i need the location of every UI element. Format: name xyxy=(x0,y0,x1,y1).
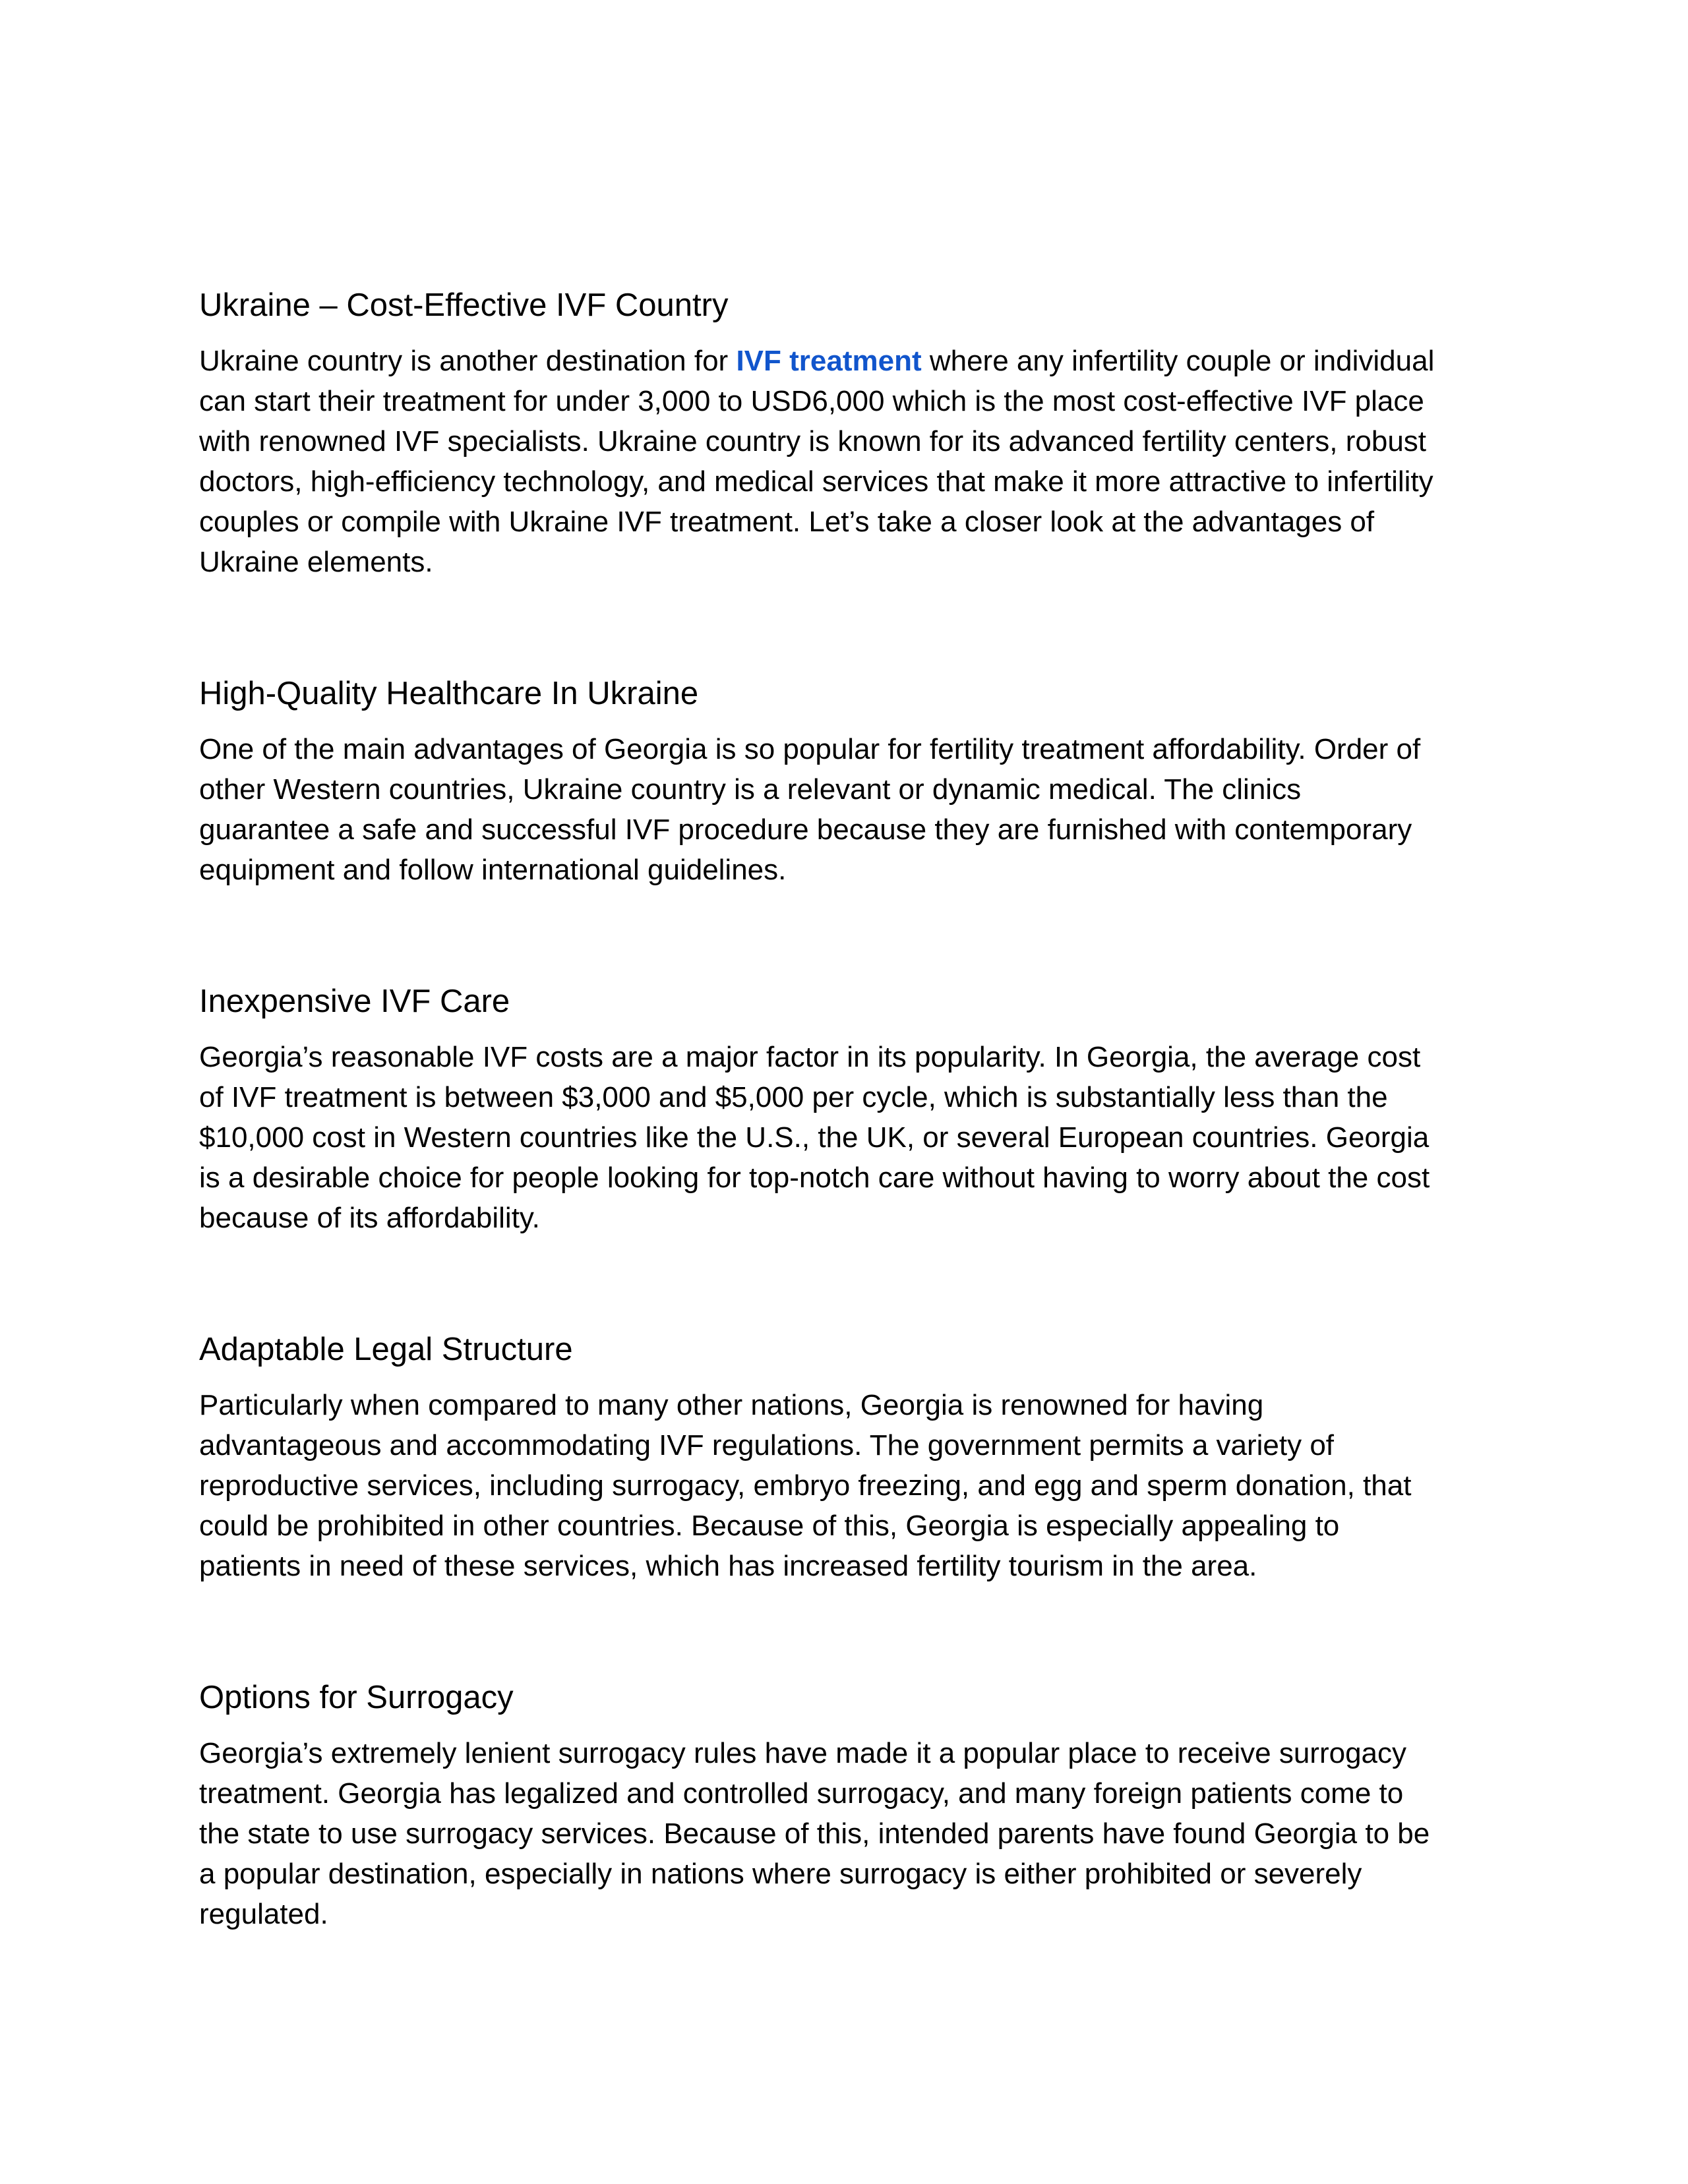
text-line xyxy=(199,341,1518,381)
text-line: could be prohibited in other countries. Because of this, Georgia is especially appealing to xyxy=(199,1510,1340,1542)
text-line: Particularly when compared to many other nations, Georgia is renowned for having xyxy=(199,1389,1264,1421)
section-body xyxy=(199,729,1518,890)
text-line: couples or compile with Ukraine IVF treatment. Let’s take a closer look at the advantages of xyxy=(199,506,1375,538)
text-line: of IVF treatment is between $3,000 and $5,000 per cycle, which is substantially less than the xyxy=(199,1081,1388,1113)
section-heading: Options for Surrogacy xyxy=(199,1680,514,1715)
text-line: guarantee a safe and successful IVF procedure because they are furnished with contemporary xyxy=(199,813,1412,846)
text-line: Ukraine elements. xyxy=(199,546,433,578)
text-line: other Western countries, Ukraine country is a relevant or dynamic medical. The clinics xyxy=(199,773,1302,806)
text-line: equipment and follow international guidelines. xyxy=(199,854,787,886)
section-body xyxy=(199,1037,1518,1238)
text-line: because of its affordability. xyxy=(199,1202,540,1234)
section-body xyxy=(199,1385,1518,1586)
text-line: One of the main advantages of Georgia is so popular for fertility treatment affordability. Order of xyxy=(199,733,1421,765)
text-line: advantageous and accommodating IVF regulations. The government permits a variety of xyxy=(199,1429,1335,1461)
text-run: Ukraine country is another destination for xyxy=(199,345,737,377)
section-adaptable-legal-structure xyxy=(199,1330,1518,1586)
section-options-for-surrogacy xyxy=(199,1678,1518,1934)
section-heading: Ukraine – Cost-Effective IVF Country xyxy=(199,287,729,323)
text-line: Georgia’s reasonable IVF costs are a major factor in its popularity. In Georgia, the average cost xyxy=(199,1041,1421,1073)
text-line: regulated. xyxy=(199,1898,328,1930)
document-page xyxy=(199,285,1518,1934)
text-line: can start their treatment for under 3,000 to USD6,000 which is the most cost-effective IVF place xyxy=(199,385,1424,417)
text-line: doctors, high-efficiency technology, and medical services that make it more attractive to infertility xyxy=(199,465,1433,498)
text-line: Georgia’s extremely lenient surrogacy rules have made it a popular place to receive surrogacy xyxy=(199,1737,1407,1769)
section-body xyxy=(199,1733,1518,1934)
section-high-quality-healthcare xyxy=(199,674,1518,890)
text-line: is a desirable choice for people looking for top-notch care without having to worry about the cost xyxy=(199,1162,1430,1194)
section-body xyxy=(199,341,1518,582)
section-ukraine-cost-effective xyxy=(199,285,1518,582)
text-line: a popular destination, especially in nations where surrogacy is either prohibited or severely xyxy=(199,1858,1362,1890)
text-line: with renowned IVF specialists. Ukraine country is known for its advanced fertility centers, robust xyxy=(199,425,1427,457)
text-line: reproductive services, including surrogacy, embryo freezing, and egg and sperm donation, that xyxy=(199,1469,1412,1502)
section-inexpensive-ivf-care xyxy=(199,982,1518,1238)
section-heading: Adaptable Legal Structure xyxy=(199,1332,573,1367)
section-heading: High-Quality Healthcare In Ukraine xyxy=(199,676,699,711)
section-heading: Inexpensive IVF Care xyxy=(199,984,510,1019)
ivf-treatment-link[interactable]: IVF treatment xyxy=(736,345,922,377)
text-line: patients in need of these services, which has increased fertility tourism in the area. xyxy=(199,1550,1257,1582)
text-line: treatment. Georgia has legalized and controlled surrogacy, and many foreign patients come to xyxy=(199,1777,1404,1810)
text-run: where any infertility couple or individual xyxy=(921,345,1435,377)
text-line: $10,000 cost in Western countries like the U.S., the UK, or several European countries. Georgia xyxy=(199,1121,1430,1154)
text-line: the state to use surrogacy services. Because of this, intended parents have found Georgia to be xyxy=(199,1817,1430,1850)
